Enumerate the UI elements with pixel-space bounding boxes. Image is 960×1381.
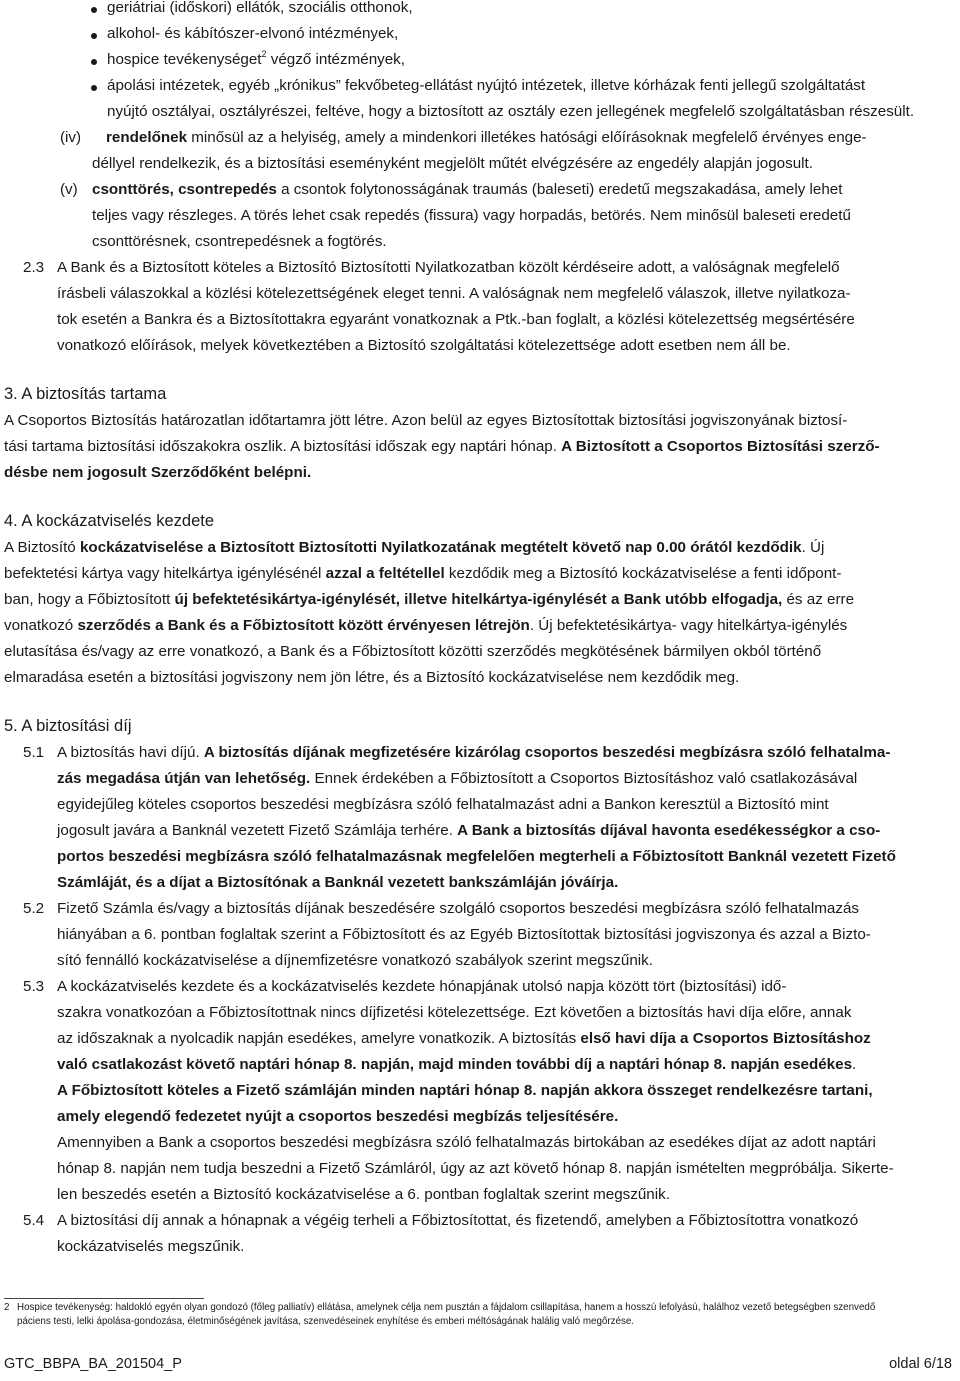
footnote-divider [4, 1298, 204, 1299]
paragraph-line: Amennyiben a Bank a csoportos beszedési megbízásra szóló felhatalmazás birtokában az esedékes díjat az adott naptári [57, 1134, 876, 1151]
paragraph-line: ban, hogy a Főbiztosított új befektetésikártya-igénylését, illetve hitelkártya-igénylését a Bank utóbb elfogadja, és az erre [4, 591, 855, 608]
list-item-continuation: nyújtó osztályai, osztályrészei, feltéve, hogy a biztosított az osztály ezen jellegének megfelelő szolgáltatásban részesült. [107, 103, 915, 120]
clause-number: 5.1 [23, 744, 45, 761]
footnote-ref: 2 [261, 49, 267, 59]
paragraph-line: zás megadása útján van lehetőség. Ennek érdekében a Főbiztosított a Csoportos Biztosításhoz való csatlakozásával [57, 770, 858, 787]
paragraph-line: A biztosítás havi díjú. A biztosítás díjának megfizetésére kizárólag csoportos beszedési megbízásra szóló felhatalma- [57, 744, 891, 761]
list-item: alkohol- és kábítószer-elvonó intézmények, [107, 25, 399, 42]
definition-line: déllyel rendelkezik, és a biztosítási eseményként megjelölt műtét elvégzésére az engedély alapján jogosult. [92, 155, 813, 172]
paragraph-line: tási tartama biztosítási időszakokra oszlik. A biztosítási időszak egy naptári hónap. A Biztosított a Csoportos Biztosítási szerző- [4, 438, 880, 455]
paragraph-line: az időszaknak a nyolcadik napján esedékes, amelyre vonatkozik. A biztosítás első havi díja a Csoportos Biztosításhoz [57, 1030, 871, 1047]
paragraph-line: A biztosítási díj annak a hónapnak a végéig terheli a Főbiztosítottat, és fizetendő, amelyben a Főbiztosítottra vonatkozó [57, 1212, 859, 1229]
paragraph-line: elutasítása és/vagy az erre vonatkozó, a Bank és a Főbiztosított közötti szerződés megkötésének bármilyen okból történő [4, 643, 822, 660]
paragraph-line: vonatkozó előírások, melyek következtében a Biztosító szolgáltatási kötelezettsége adott esetben nem áll be. [57, 337, 791, 354]
paragraph-line: hónap 8. napján nem tudja beszedni a Fizető Számláról, úgy az azt követő hónap 8. napján ismételten megpróbálja. Sikerte- [57, 1160, 894, 1177]
bullet-icon [91, 33, 97, 39]
paragraph-line: sító fennálló kockázatviselése a díjnemfizetésre vonatkozó szabályok szerint megszűnik. [57, 952, 653, 969]
paragraph-line: A Főbiztosított köteles a Fizető számláján minden naptári hónap 8. napján akkora összeget rendelkezésre tartani, [57, 1082, 873, 1099]
paragraph-line: A Bank és a Biztosított köteles a Biztosító Biztosítotti Nyilatkozatban közölt kérdéseire adott, a valóságnak megfelelő [57, 259, 840, 276]
list-item: ápolási intézetek, egyéb „krónikus” fekvőbeteg-ellátást nyújtó intézetek, illetve kórházak fenti jellegű szolgáltatást [107, 77, 866, 94]
paragraph-line: egyidejűleg köteles csoportos beszedési megbízásra szóló felhatalmazást adni a Bankon keresztül a Biztosító mint [57, 796, 829, 813]
definition-line: teljes vagy részleges. A törés lehet csak repedés (fissura) vagy horpadás, betörés. Nem minősül baleseti eredetű [92, 207, 851, 224]
bullet-icon [91, 85, 97, 91]
paragraph-line: szakra vonatkozóan a Főbiztosítottnak nincs díjfizetési kötelezettsége. Ezt követően a biztosítás havi díja előre, annak [57, 1004, 852, 1021]
bullet-icon [91, 59, 97, 65]
definition-line: csonttörés, csontrepedés a csontok folytonosságának traumás (baleseti) eredetű megszakadása, amely lehet [92, 181, 843, 198]
paragraph-line: len beszedés esetén a Biztosító kockázatviselése a 6. pontban foglaltak szerint megszűnik. [57, 1186, 670, 1203]
paragraph-line: A kockázatviselés kezdete és a kockázatviselés kezdete hónapjának utolsó napja között tört (biztosítási) idő- [57, 978, 787, 995]
paragraph-line: elmaradása esetén a biztosítási jogviszony nem jön létre, és a Biztosító kockázatviselése nem kezdődik meg. [4, 669, 740, 686]
section-heading: 4. A kockázatviselés kezdete [4, 512, 215, 530]
paragraph-line: tok esetén a Bankra és a Biztosítottakra egyaránt vonatkoznak a Ptk.-ban foglalt, a közlési kötelezettség megsértésére [57, 311, 855, 328]
paragraph-line: befektetési kártya vagy hitelkártya igénylésénél azzal a feltétellel kezdődik meg a Biztosító kockázatviselése a fenti időpont- [4, 565, 842, 582]
page-number: oldal 6/18 [889, 1356, 952, 1372]
clause-number: 5.2 [23, 900, 45, 917]
bullet-icon [91, 7, 97, 13]
footnote-number: 2 [4, 1302, 10, 1313]
paragraph-line: írásbeli válaszokkal a közlési kötelezettségének eleget tenni. A valóságnak nem megfelelő válaszok, illetve nyilatkoza- [57, 285, 851, 302]
section-heading: 3. A biztosítás tartama [4, 385, 167, 403]
section-heading: 5. A biztosítási díj [4, 717, 132, 735]
paragraph-line: való csatlakozást követő naptári hónap 8. napján, majd minden további díj a naptári hónap 8. napján esedékes. [57, 1056, 857, 1073]
item-number: (iv) [60, 129, 82, 146]
footnote-line: Hospice tevékenység: haldokló egyén olyan gondozó (főleg palliatív) ellátása, amelynek célja nem pusztán a fájdalom csillapítása, hanem a hosszú lefolyású, halálhoz vezető betegségben szenvedő [17, 1302, 876, 1313]
clause-number: 5.3 [23, 978, 45, 995]
definition-line: rendelőnek minősül az a helyiség, amely a mindenkori illetékes hatósági előírásoknak megfelelő érvényes enge- [106, 129, 867, 146]
footnote-line: páciens testi, lelki ápolása-gondozása, életminőségének javítása, szenvedéseinek enyhítése és emberi méltóságának halálig való megőrzése. [17, 1316, 635, 1327]
paragraph-line: jogosult javára a Banknál vezetett Fizető Számlája terhére. A Bank a biztosítás díjával havonta esedékességkor a cso- [57, 822, 881, 839]
defined-term: csonttörés, csontrepedés [92, 181, 277, 198]
paragraph-line: vonatkozó szerződés a Bank és a Főbiztosított között érvényesen létrejön. Új befektetésikártya- vagy hitelkártya-igénylés [4, 617, 848, 634]
list-item: hospice tevékenységet$^2$ végző intézmények, [107, 49, 405, 68]
defined-term: rendelőnek [106, 129, 188, 146]
paragraph-line: kockázatviselés megszűnik. [57, 1238, 245, 1255]
document-code: GTC_BBPA_BA_201504_P [4, 1356, 182, 1372]
clause-number: 2.3 [23, 259, 45, 276]
paragraph-line: A Biztosító kockázatviselése a Biztosított Biztosítotti Nyilatkozatának megtételt követő nap 0.00 órától kezdődik. Új [4, 539, 825, 556]
definition-line: csonttörésnek, csontrepedésnek a fogtörés. [92, 233, 387, 250]
paragraph-line: portos beszedési megbízásra szóló felhatalmazásnak megfelelően megterheli a Főbiztosított Banknál vezetett Fizető [57, 848, 896, 865]
paragraph-line: amely elegendő fedezetet nyújt a csoportos beszedési megbízás teljesítésére. [57, 1108, 619, 1125]
list-item: geriátriai (időskori) ellátók, szociális otthonok, [107, 0, 413, 16]
clause-number: 5.4 [23, 1212, 45, 1229]
paragraph-line: A Csoportos Biztosítás határozatlan időtartamra jött létre. Azon belül az egyes Biztosítottak biztosítási jogviszonyának biztosí- [4, 412, 848, 429]
item-number: (v) [60, 181, 78, 198]
paragraph-line: hiányában a 6. pontban foglaltak szerint a Főbiztosított és az Egyéb Biztosítottak biztosítási jogviszonya és azzal a Bizto- [57, 926, 871, 943]
paragraph-line: désbe nem jogosult Szerződőként belépni. [4, 464, 312, 481]
paragraph-line: Fizető Számla és/vagy a biztosítás díjának beszedésére szolgáló csoportos beszedési megbízásra szóló felhatalmazás [57, 900, 859, 917]
paragraph-line: Számláját, és a díjat a Biztosítónak a Banknál vezetett bankszámláján jóváírja. [57, 874, 619, 891]
